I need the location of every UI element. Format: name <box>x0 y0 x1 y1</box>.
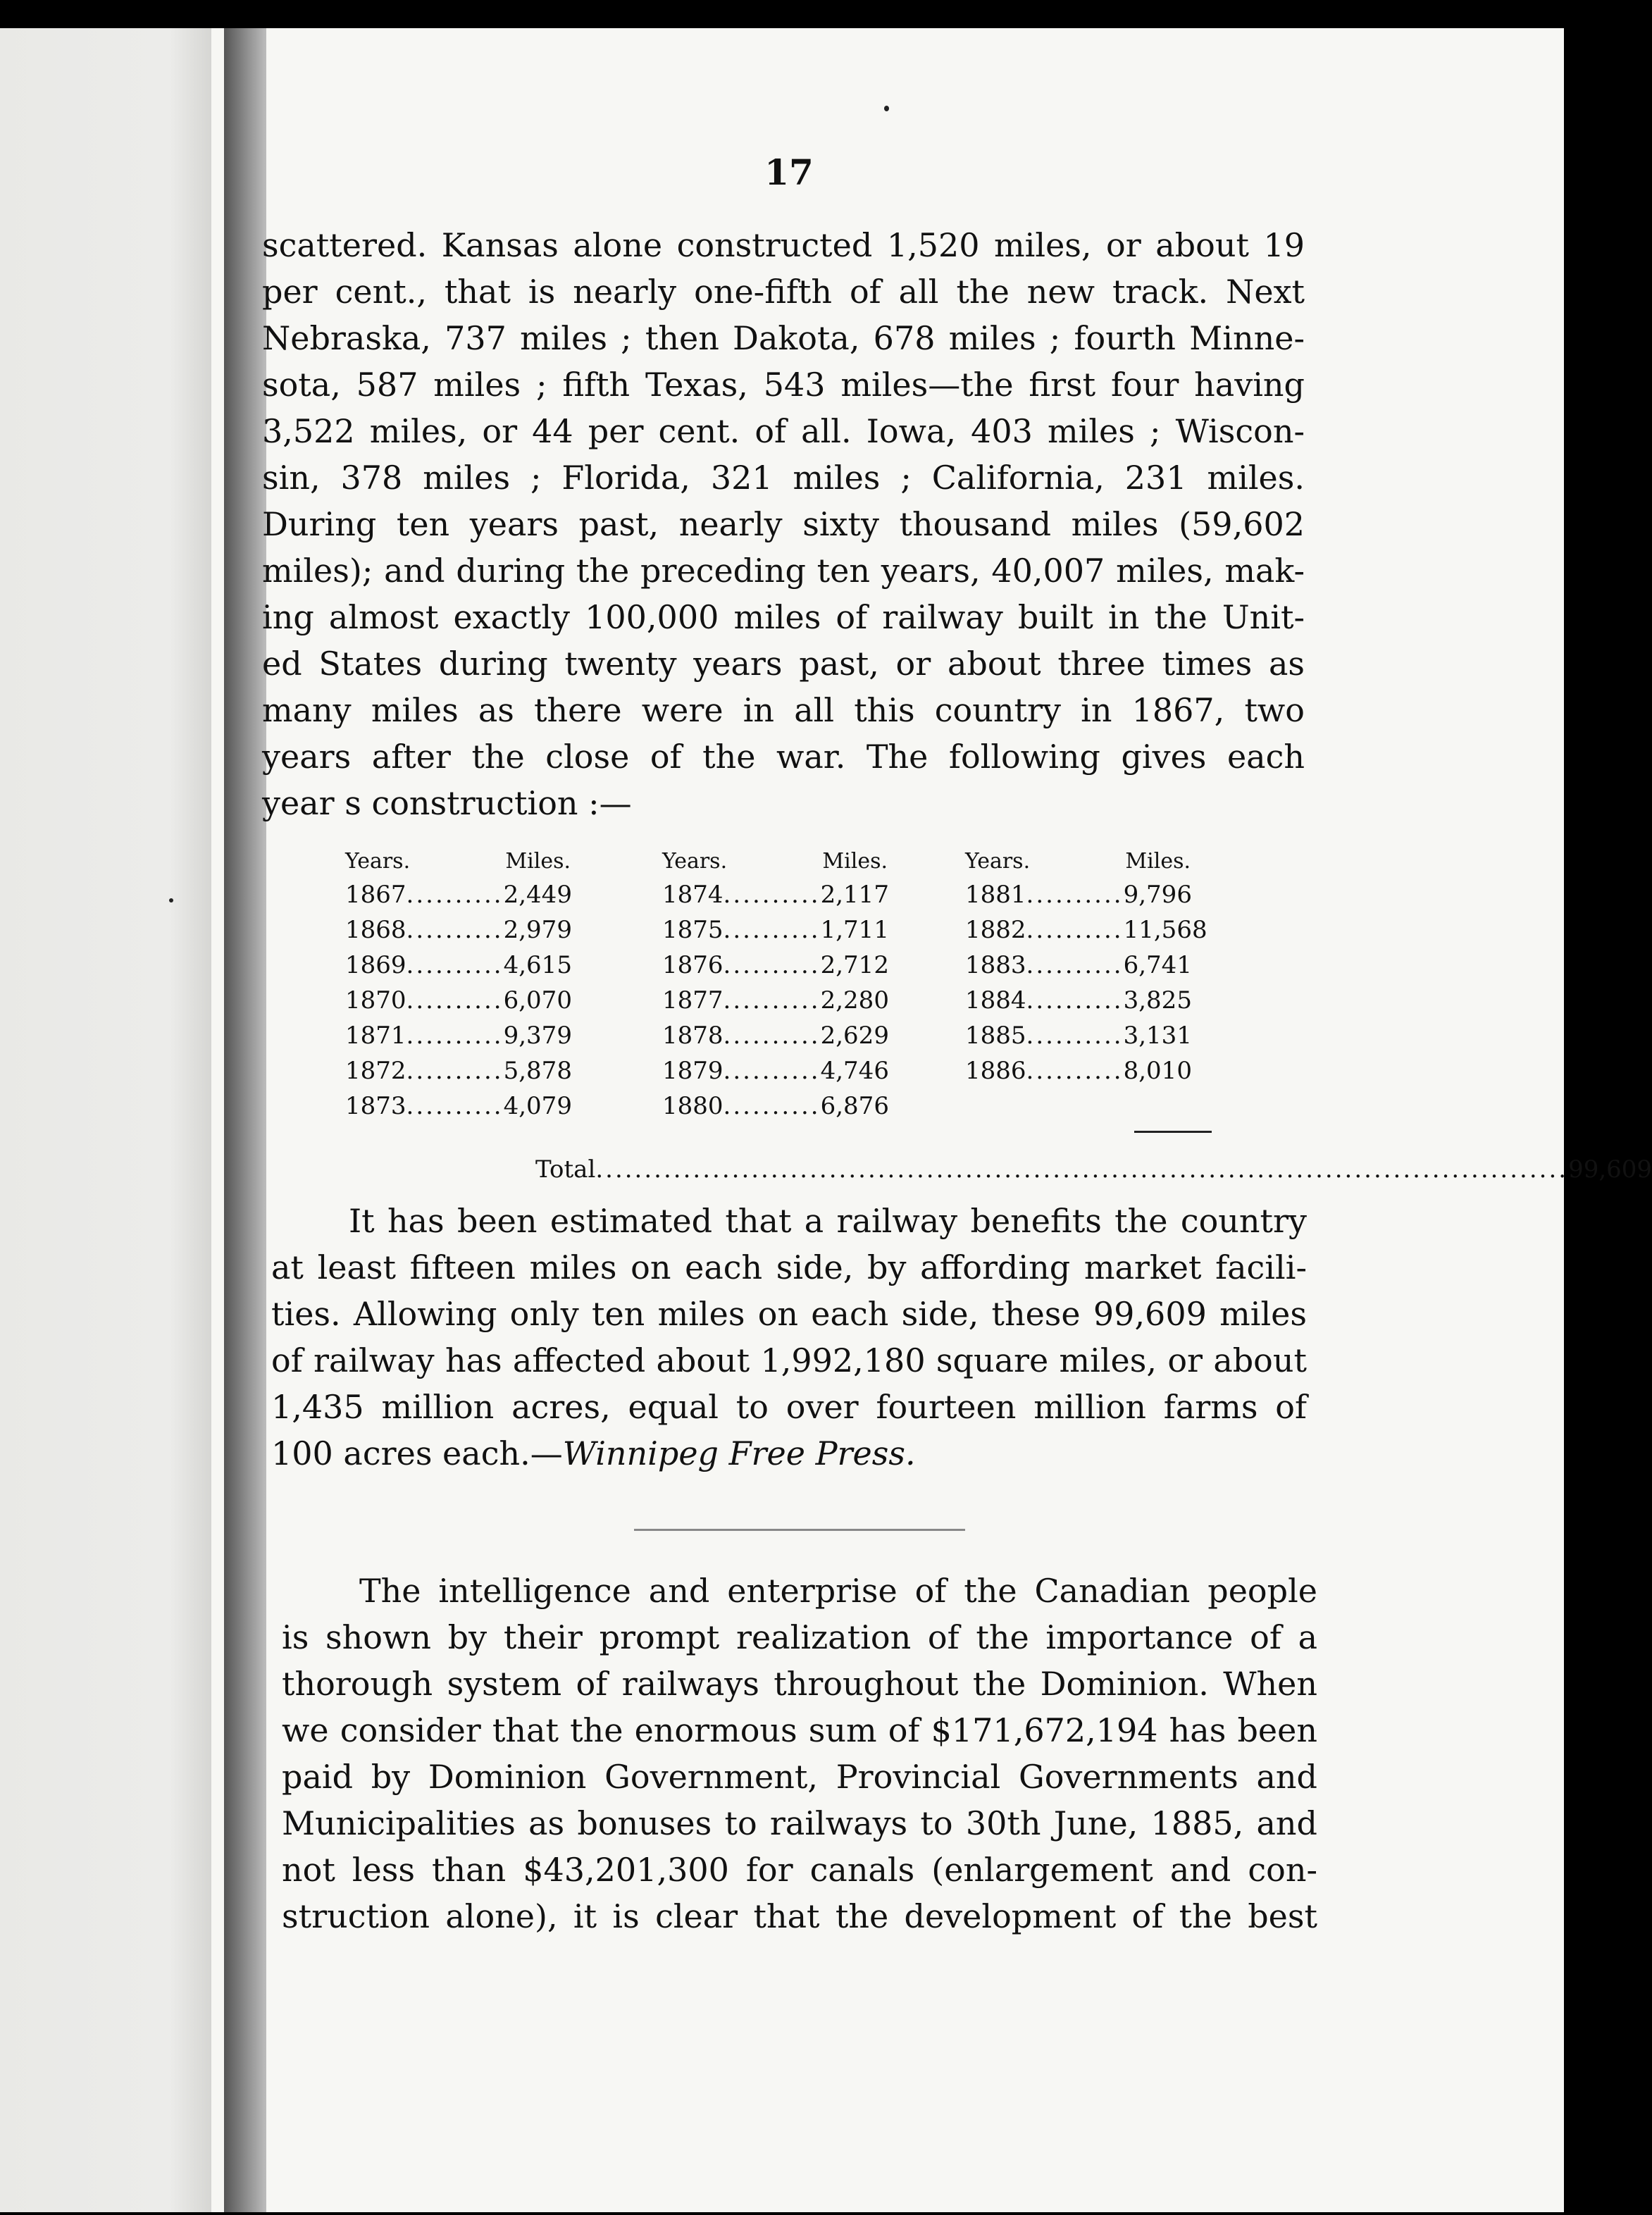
table-row <box>965 948 1191 983</box>
year-cell: 1878 <box>662 1022 723 1050</box>
year-cell: 1877 <box>662 986 723 1015</box>
table-row <box>345 912 571 948</box>
year-cell: 1870 <box>345 986 406 1015</box>
leader-dots: .......... <box>1026 1022 1124 1050</box>
page-number: 17 <box>764 151 814 193</box>
table-row <box>662 983 888 1018</box>
year-cell: 1868 <box>345 916 406 944</box>
paragraph-canadian-railways <box>282 1568 1317 1940</box>
miles-cell: 8,010 <box>1123 1057 1192 1085</box>
text-line: is shown by their prompt realization of the importance of a <box>282 1618 1317 1656</box>
table-row <box>662 1053 888 1088</box>
paragraph-railway-construction <box>262 222 1305 826</box>
table-row <box>965 1053 1191 1088</box>
header-years: Years. <box>345 849 411 874</box>
total-rule <box>1134 1131 1212 1133</box>
leader-dots: .......... <box>1026 881 1124 909</box>
text-line: years after the close of the war. The following gives each <box>262 738 1305 776</box>
text-fragment: 100 acres each.— <box>271 1434 563 1472</box>
text-line: 3,522 miles, or 44 per cent. of all. Iowa, 403 miles ; Wiscon- <box>262 412 1305 450</box>
total-label: Total <box>535 1155 596 1184</box>
miles-cell: 6,070 <box>503 986 572 1015</box>
header-miles: Miles. <box>822 849 888 874</box>
year-cell: 1879 <box>662 1057 723 1085</box>
miles-cell: 2,449 <box>503 881 572 909</box>
page-gutter-shadow <box>224 28 266 2212</box>
leader-dots: .......... <box>1026 951 1124 979</box>
table-row <box>662 1088 888 1124</box>
table-row <box>345 1053 571 1088</box>
table-row <box>965 983 1191 1018</box>
text-line: During ten years past, nearly sixty thousand miles (59,602 <box>262 505 1305 543</box>
table-row <box>965 877 1191 912</box>
year-cell: 1884 <box>965 986 1026 1015</box>
year-cell: 1886 <box>965 1057 1026 1085</box>
year-cell: 1873 <box>345 1092 406 1120</box>
text-line <box>271 1430 1307 1477</box>
year-cell: 1881 <box>965 881 1026 909</box>
text-line: thorough system of railways throughout the Dominion. When <box>282 1665 1317 1703</box>
speck <box>884 106 889 111</box>
table-row <box>345 948 571 983</box>
text-line: Nebraska, 737 miles ; then Dakota, 678 miles ; fourth Minne- <box>262 319 1305 357</box>
table-row <box>345 983 571 1018</box>
text-line: struction alone), it is clear that the development of the best <box>282 1897 1317 1935</box>
text-line: ed States during twenty years past, or about three times as <box>262 645 1305 683</box>
leader-dots: .......... <box>406 951 504 979</box>
leader-dots: .......... <box>723 951 821 979</box>
section-divider <box>634 1529 965 1531</box>
leader-dots: .......... <box>723 986 821 1015</box>
miles-cell: 4,746 <box>820 1057 889 1085</box>
table-header <box>345 849 571 877</box>
miles-cell: 3,131 <box>1123 1022 1192 1050</box>
table-column <box>965 849 1247 1088</box>
miles-cell: 6,876 <box>820 1092 889 1120</box>
text-line: year s construction :— <box>262 784 632 822</box>
leader-dots: .......... <box>1026 916 1124 944</box>
year-cell: 1869 <box>345 951 406 979</box>
text-line: miles); and during the preceding ten years, 40,007 miles, mak- <box>262 552 1305 590</box>
table-header <box>662 849 888 877</box>
table-row <box>662 877 888 912</box>
year-cell: 1872 <box>345 1057 406 1085</box>
table-column <box>662 849 944 1124</box>
source-citation: Winnipeg Free Press. <box>562 1434 916 1472</box>
miles-cell: 2,117 <box>820 881 889 909</box>
miles-cell: 6,741 <box>1123 951 1192 979</box>
text-line: of railway has affected about 1,992,180 square miles, or about <box>271 1341 1307 1379</box>
year-cell: 1883 <box>965 951 1026 979</box>
leader-dots: .......... <box>406 1022 504 1050</box>
leader-dots: .......... <box>723 1057 821 1085</box>
table-column <box>345 849 627 1124</box>
text-line: ties. Allowing only ten miles on each side, these 99,609 miles <box>271 1295 1307 1333</box>
leader-dots: .......... <box>1026 1057 1124 1085</box>
leader-dots: .......... <box>406 881 504 909</box>
text-line: many miles as there were in all this country in 1867, two <box>262 691 1305 729</box>
table-row <box>345 877 571 912</box>
leader-dots: .......... <box>1026 986 1124 1015</box>
year-cell: 1882 <box>965 916 1026 944</box>
speck <box>169 898 173 902</box>
text-line: Municipalities as bonuses to railways to 30th June, 1885, and <box>282 1804 1317 1842</box>
year-cell: 1876 <box>662 951 723 979</box>
leader-dots: .................................................................................................... <box>595 1155 1569 1184</box>
miles-cell: 3,825 <box>1123 986 1192 1015</box>
table-header <box>965 849 1191 877</box>
year-cell: 1885 <box>965 1022 1026 1050</box>
leader-dots: .......... <box>723 881 821 909</box>
leader-dots: .......... <box>723 916 821 944</box>
table-total-row <box>535 1152 1652 1187</box>
header-miles: Miles. <box>505 849 571 874</box>
text-line: scattered. Kansas alone constructed 1,520 miles, or about 19 <box>262 226 1305 264</box>
miles-cell: 2,712 <box>820 951 889 979</box>
header-miles: Miles. <box>1125 849 1191 874</box>
header-years: Years. <box>662 849 728 874</box>
text-line: paid by Dominion Government, Provincial Governments and <box>282 1758 1317 1796</box>
miles-cell: 2,280 <box>820 986 889 1015</box>
table-row <box>345 1088 571 1124</box>
year-cell: 1875 <box>662 916 723 944</box>
miles-cell: 9,379 <box>503 1022 572 1050</box>
table-row <box>662 1018 888 1053</box>
year-cell: 1867 <box>345 881 406 909</box>
table-row <box>965 912 1207 948</box>
text-line: not less than $43,201,300 for canals (enlargement and con- <box>282 1851 1317 1889</box>
leader-dots: .......... <box>406 1057 504 1085</box>
miles-cell: 9,796 <box>1123 881 1192 909</box>
scan-top-edge <box>0 0 1586 28</box>
header-years: Years. <box>965 849 1031 874</box>
text-line: at least fifteen miles on each side, by affording market facili- <box>271 1248 1307 1286</box>
paragraph-railway-benefits <box>271 1198 1307 1477</box>
text-line: sota, 587 miles ; fifth Texas, 543 miles—the first four having <box>262 366 1305 404</box>
miles-cell: 11,568 <box>1123 916 1207 944</box>
year-cell: 1880 <box>662 1092 723 1120</box>
text-line: The intelligence and enterprise of the Canadian people <box>359 1572 1317 1610</box>
text-line: sin, 378 miles ; Florida, 321 miles ; California, 231 miles. <box>262 459 1305 497</box>
miles-cell: 2,979 <box>503 916 572 944</box>
miles-cell: 2,629 <box>820 1022 889 1050</box>
miles-cell: 1,711 <box>820 916 889 944</box>
leader-dots: .......... <box>406 986 504 1015</box>
miles-cell: 5,878 <box>503 1057 572 1085</box>
miles-cell: 4,079 <box>503 1092 572 1120</box>
leader-dots: .......... <box>723 1022 821 1050</box>
text-line: ing almost exactly 100,000 miles of railway built in the Unit- <box>262 598 1305 636</box>
text-line: It has been estimated that a railway benefits the country <box>349 1202 1307 1240</box>
year-cell: 1871 <box>345 1022 406 1050</box>
leader-dots: .......... <box>406 1092 504 1120</box>
scan-right-edge <box>1565 0 1586 2215</box>
leader-dots: .......... <box>723 1092 821 1120</box>
table-row <box>345 1018 571 1053</box>
miles-cell: 4,615 <box>503 951 572 979</box>
table-row <box>965 1018 1191 1053</box>
year-cell: 1874 <box>662 881 723 909</box>
text-line: we consider that the enormous sum of $171,672,194 has been <box>282 1711 1317 1749</box>
total-value: 99,609 <box>1568 1155 1652 1184</box>
leader-dots: .......... <box>406 916 504 944</box>
text-line: 1,435 million acres, equal to over fourteen million farms of <box>271 1388 1307 1426</box>
table-row <box>662 948 888 983</box>
facing-page-edge <box>0 28 211 2212</box>
text-line: per cent., that is nearly one-fifth of all the new track. Next <box>262 273 1305 311</box>
table-row <box>662 912 888 948</box>
